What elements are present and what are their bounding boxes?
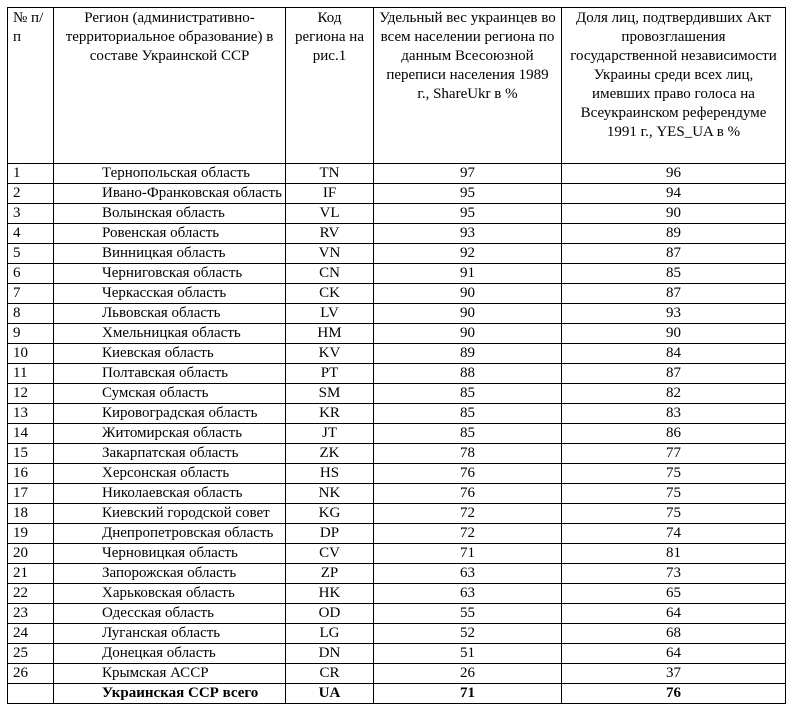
table-row (8, 264, 786, 284)
cell-region: Луганская область (54, 624, 286, 644)
cell-num: 12 (8, 384, 54, 404)
table-row (8, 664, 786, 684)
table-row (8, 304, 786, 324)
cell-share: 76 (374, 464, 562, 484)
table-row (8, 584, 786, 604)
table-row (8, 464, 786, 484)
cell-region: Кировоградская область (54, 404, 286, 424)
cell-region: Донецкая область (54, 644, 286, 664)
cell-share: 95 (374, 204, 562, 224)
cell-region: Ровенская область (54, 224, 286, 244)
cell-yes: 73 (562, 564, 786, 584)
data-table (7, 7, 786, 704)
cell-code: PT (286, 364, 374, 384)
cell-region: Черкасская область (54, 284, 286, 304)
cell-region: Киевская область (54, 344, 286, 364)
header-num: № п/п (8, 8, 54, 164)
table-row (8, 364, 786, 384)
cell-share: 91 (374, 264, 562, 284)
cell-share: 88 (374, 364, 562, 384)
cell-code: RV (286, 224, 374, 244)
cell-region: Запорожская область (54, 564, 286, 584)
header-yes: Доля лиц, подтвердивших Акт провозглашения государственной независимости Украины среди всех лиц, имевших право голоса на Всеукраинском референдуме 1991 г., YES_UA в % (562, 8, 786, 164)
cell-yes: 85 (562, 264, 786, 284)
cell-yes: 65 (562, 584, 786, 604)
cell-num: 17 (8, 484, 54, 504)
cell-num: 16 (8, 464, 54, 484)
cell-code: KG (286, 504, 374, 524)
cell-code: DN (286, 644, 374, 664)
cell-share: 76 (374, 484, 562, 504)
cell-share: 85 (374, 404, 562, 424)
cell-num: 18 (8, 504, 54, 524)
table-row (8, 604, 786, 624)
cell-yes: 74 (562, 524, 786, 544)
cell-code: TN (286, 164, 374, 184)
table-row (8, 164, 786, 184)
cell-region: Киевский городской совет (54, 504, 286, 524)
cell-region: Черниговская область (54, 264, 286, 284)
cell-num: 6 (8, 264, 54, 284)
cell-yes: 75 (562, 484, 786, 504)
cell-num: 26 (8, 664, 54, 684)
cell-code: HK (286, 584, 374, 604)
table-row (8, 344, 786, 364)
cell-share: 72 (374, 524, 562, 544)
cell-code: UA (286, 684, 374, 704)
header-share: Удельный вес украинцев во всем населении региона по данным Всесоюзной переписи населения 1989 г., ShareUkr в % (374, 8, 562, 164)
table-row (8, 644, 786, 664)
cell-share: 72 (374, 504, 562, 524)
cell-num: 4 (8, 224, 54, 244)
cell-num: 14 (8, 424, 54, 444)
cell-yes: 84 (562, 344, 786, 364)
cell-region: Волынская область (54, 204, 286, 224)
cell-share: 52 (374, 624, 562, 644)
table-row (8, 404, 786, 424)
cell-region: Полтавская область (54, 364, 286, 384)
cell-num: 23 (8, 604, 54, 624)
cell-num: 21 (8, 564, 54, 584)
table-row (8, 504, 786, 524)
cell-code: CN (286, 264, 374, 284)
cell-num: 22 (8, 584, 54, 604)
cell-yes: 89 (562, 224, 786, 244)
cell-yes: 87 (562, 284, 786, 304)
cell-num: 10 (8, 344, 54, 364)
cell-num: 25 (8, 644, 54, 664)
table-row (8, 244, 786, 264)
cell-region: Житомирская область (54, 424, 286, 444)
table-row (8, 544, 786, 564)
cell-yes: 77 (562, 444, 786, 464)
cell-share: 90 (374, 324, 562, 344)
cell-num: 24 (8, 624, 54, 644)
table-body (8, 164, 786, 704)
cell-share: 71 (374, 544, 562, 564)
cell-num: 20 (8, 544, 54, 564)
cell-num: 5 (8, 244, 54, 264)
cell-share: 93 (374, 224, 562, 244)
cell-code: KV (286, 344, 374, 364)
cell-share: 97 (374, 164, 562, 184)
cell-yes: 94 (562, 184, 786, 204)
cell-yes: 83 (562, 404, 786, 424)
cell-code: JT (286, 424, 374, 444)
cell-code: NK (286, 484, 374, 504)
table-row (8, 624, 786, 644)
cell-share: 90 (374, 304, 562, 324)
table-row (8, 284, 786, 304)
cell-num: 1 (8, 164, 54, 184)
cell-share: 55 (374, 604, 562, 624)
cell-yes: 87 (562, 364, 786, 384)
total-row (8, 684, 786, 704)
cell-yes: 86 (562, 424, 786, 444)
cell-share: 63 (374, 564, 562, 584)
cell-num: 8 (8, 304, 54, 324)
cell-yes: 37 (562, 664, 786, 684)
cell-share: 78 (374, 444, 562, 464)
cell-yes: 82 (562, 384, 786, 404)
cell-code: CR (286, 664, 374, 684)
cell-num: 9 (8, 324, 54, 344)
cell-yes: 75 (562, 504, 786, 524)
cell-code: LG (286, 624, 374, 644)
cell-yes: 87 (562, 244, 786, 264)
cell-code: CV (286, 544, 374, 564)
cell-region: Харьковская область (54, 584, 286, 604)
cell-code: OD (286, 604, 374, 624)
cell-region: Днепропетровская область (54, 524, 286, 544)
cell-num: 15 (8, 444, 54, 464)
cell-region: Хмельницкая область (54, 324, 286, 344)
cell-yes: 75 (562, 464, 786, 484)
cell-code: KR (286, 404, 374, 424)
cell-share: 89 (374, 344, 562, 364)
cell-region: Крымская АССР (54, 664, 286, 684)
cell-region: Украинская ССР всего (54, 684, 286, 704)
cell-yes: 68 (562, 624, 786, 644)
cell-region: Херсонская область (54, 464, 286, 484)
cell-yes: 93 (562, 304, 786, 324)
cell-yes: 76 (562, 684, 786, 704)
cell-code: CK (286, 284, 374, 304)
cell-code: HS (286, 464, 374, 484)
table-row (8, 424, 786, 444)
header-code: Код региона на рис.1 (286, 8, 374, 164)
cell-code: ZP (286, 564, 374, 584)
cell-share: 90 (374, 284, 562, 304)
table-row (8, 444, 786, 464)
cell-code: SM (286, 384, 374, 404)
cell-yes: 64 (562, 644, 786, 664)
cell-code: DP (286, 524, 374, 544)
cell-region: Тернопольская область (54, 164, 286, 184)
cell-region: Закарпатская область (54, 444, 286, 464)
cell-code: VN (286, 244, 374, 264)
table-row (8, 204, 786, 224)
cell-yes: 96 (562, 164, 786, 184)
cell-num: 11 (8, 364, 54, 384)
cell-share: 63 (374, 584, 562, 604)
table-row (8, 564, 786, 584)
cell-yes: 90 (562, 324, 786, 344)
cell-num: 7 (8, 284, 54, 304)
cell-num (8, 684, 54, 704)
table-row (8, 524, 786, 544)
cell-region: Винницкая область (54, 244, 286, 264)
cell-yes: 64 (562, 604, 786, 624)
cell-yes: 90 (562, 204, 786, 224)
table-row (8, 384, 786, 404)
cell-region: Львовская область (54, 304, 286, 324)
cell-share: 95 (374, 184, 562, 204)
table-row (8, 324, 786, 344)
cell-num: 2 (8, 184, 54, 204)
cell-region: Ивано-Франковская область (54, 184, 286, 204)
cell-code: LV (286, 304, 374, 324)
cell-share: 51 (374, 644, 562, 664)
cell-share: 85 (374, 424, 562, 444)
cell-region: Сумская область (54, 384, 286, 404)
cell-region: Одесская область (54, 604, 286, 624)
cell-share: 26 (374, 664, 562, 684)
cell-share: 71 (374, 684, 562, 704)
cell-share: 92 (374, 244, 562, 264)
cell-yes: 81 (562, 544, 786, 564)
table-row (8, 224, 786, 244)
cell-share: 85 (374, 384, 562, 404)
cell-code: HM (286, 324, 374, 344)
cell-code: ZK (286, 444, 374, 464)
table-row (8, 484, 786, 504)
header-row (8, 8, 786, 164)
header-region: Регион (административно-территориальное образование) в составе Украинской ССР (54, 8, 286, 164)
cell-num: 3 (8, 204, 54, 224)
cell-num: 13 (8, 404, 54, 424)
cell-num: 19 (8, 524, 54, 544)
table-row (8, 184, 786, 204)
cell-region: Николаевская область (54, 484, 286, 504)
cell-code: IF (286, 184, 374, 204)
cell-code: VL (286, 204, 374, 224)
cell-region: Черновицкая область (54, 544, 286, 564)
